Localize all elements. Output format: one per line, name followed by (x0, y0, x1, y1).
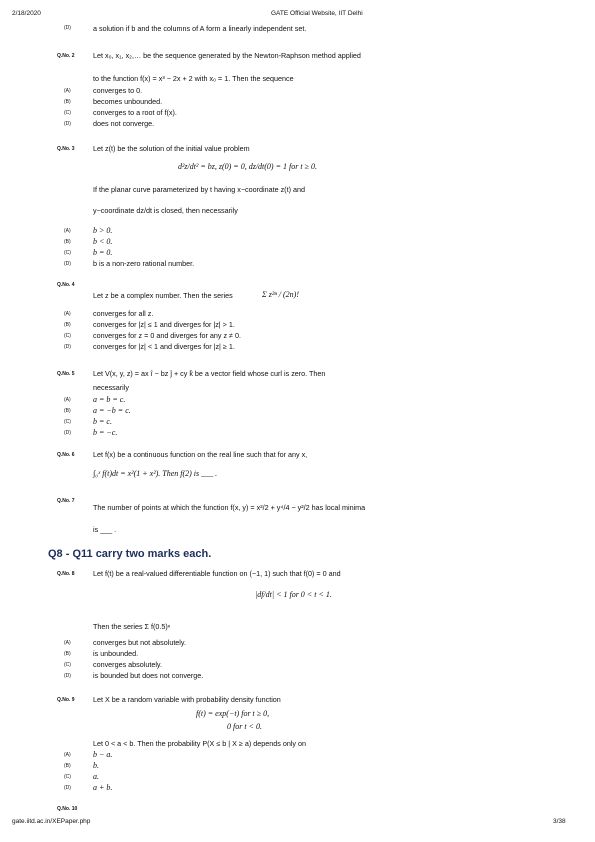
option-text: converges for all z. (93, 309, 154, 318)
question-number: Q.No. 6 (57, 452, 75, 458)
option-text: b > 0. (93, 226, 113, 235)
question-stem: is ___ . (93, 525, 117, 534)
option-label: (C) (64, 662, 71, 668)
series-expression: Σ z²ⁿ / (2n)! (262, 290, 299, 299)
option-text: a = b = c. (93, 395, 126, 404)
option-label: (C) (64, 333, 71, 339)
option-label: (D) (64, 25, 71, 31)
option-label: (B) (64, 651, 71, 657)
option-label: (A) (64, 752, 71, 758)
option-text: converges to 0. (93, 86, 143, 95)
print-date: 2/18/2020 (12, 10, 41, 17)
option-label: (D) (64, 344, 71, 350)
question-number: Q.No. 10 (57, 806, 78, 812)
option-text: converges for |z| < 1 and diverges for |z| ≥ 1. (93, 342, 235, 351)
option-text: converges to a root of f(x). (93, 108, 177, 117)
question-stem: Let X be a random variable with probability density function (93, 695, 281, 704)
question-stem: Let x₀, x₁, x₂,… be the sequence generated by the Newton-Raphson method applied (93, 51, 361, 60)
option-text: b < 0. (93, 237, 113, 246)
question-stem: Let f(t) be a real-valued differentiable function on (−1, 1) such that f(0) = 0 and (93, 569, 341, 578)
option-text: does not converge. (93, 119, 155, 128)
question-number: Q.No. 8 (57, 571, 75, 577)
option-text: a = −b = c. (93, 406, 131, 415)
question-stem: Let f(x) be a continuous function on the real line such that for any x, (93, 450, 308, 459)
option-label: (A) (64, 228, 71, 234)
option-label: (C) (64, 110, 71, 116)
option-label: (A) (64, 311, 71, 317)
pdf-case-2: 0 for t < 0. (227, 722, 262, 731)
option-text: b = 0. (93, 248, 113, 257)
option-label: (C) (64, 774, 71, 780)
option-text: b. (93, 761, 99, 770)
option-label: (B) (64, 99, 71, 105)
option-label: (A) (64, 640, 71, 646)
section-heading: Q8 - Q11 carry two marks each. (48, 548, 212, 560)
option-label: (B) (64, 239, 71, 245)
option-text: becomes unbounded. (93, 97, 163, 106)
option-text: converges but not absolutely. (93, 638, 186, 647)
option-text: b = c. (93, 417, 112, 426)
option-label: (B) (64, 763, 71, 769)
page-number: 3/38 (553, 818, 566, 825)
question-number: Q.No. 9 (57, 697, 75, 703)
question-stem: Let V(x, y, z) = ax î − bz ĵ + cy k̂ be a vector field whose curl is zero. Then (93, 369, 326, 378)
option-text: is unbounded. (93, 649, 139, 658)
question-stem: necessarily (93, 383, 129, 392)
site-title: GATE Official Website, IIT Delhi (271, 10, 363, 17)
integral-equation: ∫₀ˣ f(t)dt = x²(1 + x²). Then f(2) is ___ . (93, 469, 218, 478)
option-text: a + b. (93, 783, 113, 792)
ivp-equation: d²z/dt² = bz, z(0) = 0, dz/dt(0) = 1 for t ≥ 0. (178, 162, 317, 171)
question-number: Q.No. 3 (57, 146, 75, 152)
option-label: (B) (64, 322, 71, 328)
question-number: Q.No. 5 (57, 371, 75, 377)
option-text: b is a non-zero rational number. (93, 259, 195, 268)
option-text: is bounded but does not converge. (93, 671, 204, 680)
question-stem: to the function f(x) = x³ − 2x + 2 with x₀ = 1. Then the sequence (93, 74, 294, 83)
option-label: (D) (64, 261, 71, 267)
question-stem: Then the series Σ f(0.5)ⁿ (93, 622, 171, 631)
option-text: a. (93, 772, 99, 781)
option-label: (D) (64, 785, 71, 791)
option-label: (D) (64, 121, 71, 127)
pdf-case-1: f(t) = exp(−t) for t ≥ 0, (196, 709, 270, 718)
option-label: (B) (64, 408, 71, 414)
question-stem: If the planar curve parameterized by t having x−coordinate z(t) and (93, 185, 305, 194)
question-number: Q.No. 7 (57, 498, 75, 504)
option-label: (C) (64, 419, 71, 425)
question-stem: Let z be a complex number. Then the series (93, 291, 233, 300)
option-label: (A) (64, 397, 71, 403)
option-text: converges absolutely. (93, 660, 162, 669)
question-stem: Let 0 < a < b. Then the probability P(X ≤ b | X ≥ a) depends only on (93, 739, 307, 748)
page-url: gate.iitd.ac.in/XEPaper.php (12, 818, 91, 825)
option-text: converges for |z| ≤ 1 and diverges for |z| > 1. (93, 320, 235, 329)
option-label: (D) (64, 673, 71, 679)
option-text: b − a. (93, 750, 113, 759)
question-stem: y−coordinate dz/dt is closed, then necessarily (93, 206, 238, 215)
question-number: Q.No. 2 (57, 53, 75, 59)
option-text: a solution if b and the columns of A form a linearly independent set. (93, 24, 307, 33)
question-stem: The number of points at which the function f(x, y) = x²/2 + y⁴/4 − y²/2 has local minima (93, 503, 366, 512)
option-text: b = −c. (93, 428, 118, 437)
option-label: (D) (64, 430, 71, 436)
option-label: (A) (64, 88, 71, 94)
option-label: (C) (64, 250, 71, 256)
question-stem: Let z(t) be the solution of the initial value problem (93, 144, 250, 153)
option-text: converges for z = 0 and diverges for any z ≠ 0. (93, 331, 241, 340)
derivative-condition: |df/dt| < 1 for 0 < t < 1. (255, 590, 332, 599)
question-number: Q.No. 4 (57, 282, 75, 288)
